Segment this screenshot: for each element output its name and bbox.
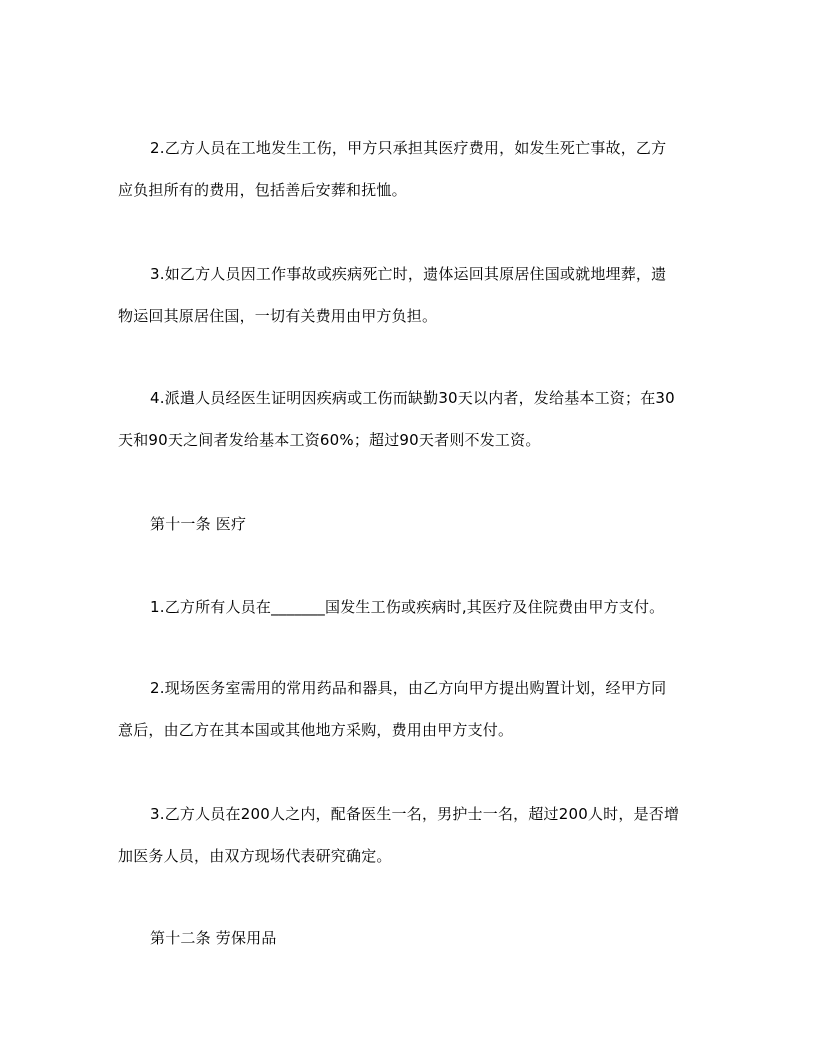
- paragraph-item-2-line-1: 2.乙方人员在工地发生工伤，甲方只承担其医疗费用，如发生死亡事故，乙方: [150, 139, 667, 157]
- article-11-item-3-line-1: 3.乙方人员在200人之内，配备医生一名，男护士一名，超过200人时，是否增: [150, 805, 680, 823]
- article-11-item-1-line-1: 1.乙方所有人员在_______国发生工伤或疾病时,其医疗及住院费由甲方支付。: [150, 598, 665, 616]
- article-11-item-2-line-2: 意后，由乙方在其本国或其他地方采购，费用由甲方支付。: [118, 721, 514, 739]
- paragraph-item-3-line-2: 物运回其原居住国，一切有关费用由甲方负担。: [118, 307, 438, 325]
- paragraph-item-4-line-1: 4.派遣人员经医生证明因疾病或工伤而缺勤30天以内者，发给基本工资；在30: [150, 389, 675, 407]
- article-11-item-3-line-2: 加医务人员，由双方现场代表研究确定。: [118, 847, 392, 865]
- article-11-item-2-line-1: 2.现场医务室需用的常用药品和器具，由乙方向甲方提出购置计划，经甲方同: [150, 679, 667, 697]
- paragraph-item-2-line-2: 应负担所有的费用，包括善后安葬和抚恤。: [118, 181, 407, 199]
- article-11-heading: 第十一条 医疗: [150, 515, 247, 533]
- paragraph-item-4-line-2: 天和90天之间者发给基本工资60%；超过90天者则不发工资。: [118, 431, 541, 449]
- paragraph-item-3-line-1: 3.如乙方人员因工作事故或疾病死亡时，遗体运回其原居住国或就地埋葬，遗: [150, 265, 667, 283]
- article-12-heading: 第十二条 劳保用品: [150, 929, 277, 947]
